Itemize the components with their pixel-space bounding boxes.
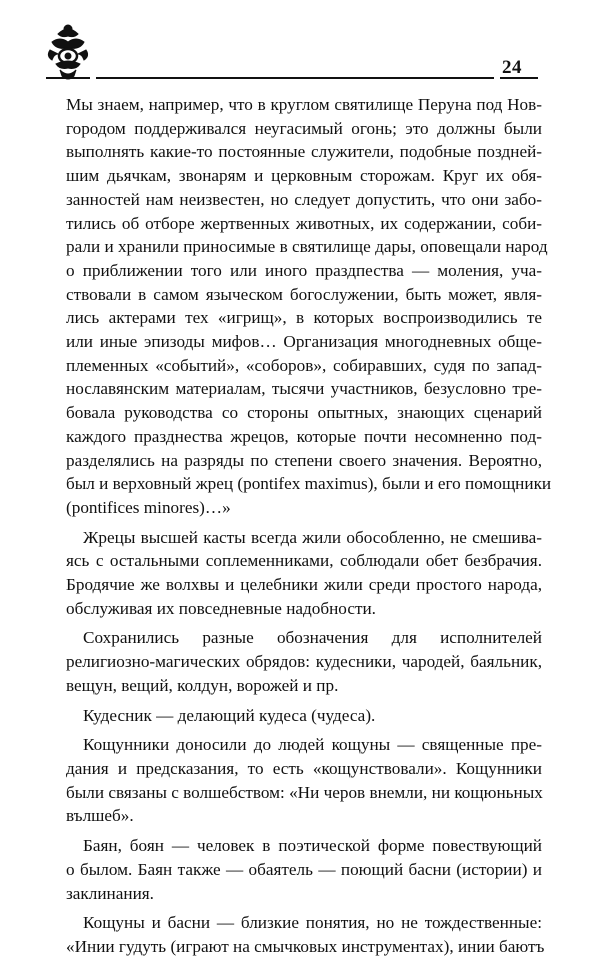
page-number: 24 [502,57,522,78]
text-line: заклинания. [66,883,154,903]
text-line: вещун, вещий, колдун, ворожей и пр. [66,675,339,695]
text-line: Кощунники доносили до людей кощуны — священные пре- [83,735,542,755]
text-line: шим дьячкам, звонарям и церковным сторожам. Круг их обя- [66,166,542,186]
text-line: о приближении того или иного праздпества — моления, уча- [66,260,542,280]
text-line: Жрецы высшей касты всегда жили обособленно, не смешива- [83,527,542,547]
body-text [66,93,552,965]
text-line: Сохранились разные обозначения для исполнителей [83,628,542,648]
text-line: или иные эпизоды мифов… Организация многодневных обще- [66,332,542,352]
text-line: ясь с остальными соплеменниками, соблюдали обет безбрачия. [66,551,542,571]
text-line: выполнять какие-то постоянные служители, подобные поздней- [66,142,542,162]
text-line: рали и хранили приносимые в святилище дары, оповещали народ [66,237,548,257]
text-line: городом поддерживался неугасимый огонь; это должны были [66,118,542,138]
text-line: занностей нам неизвестен, но следует допустить, что они забо- [66,189,542,209]
text-line: Баян, боян — человек в поэтической форме повествующий [83,836,542,856]
text-line: дания и предсказания, то есть «кощунствовали». Кощунники [66,758,542,778]
paragraph [66,526,542,621]
text-line: вълшеб». [66,806,134,826]
paragraph [66,834,542,905]
text-line: бовала руководства со стороны опытных, знающих сценарий [66,403,542,423]
text-line: Мы знаем, например, что в круглом святилище Перуна под Нов- [66,95,542,114]
text-line: (pontifices minores)…» [66,497,231,517]
text-line: разделялись на разряды по степени своего значения. Вероятно, [66,450,542,470]
text-line: были связаны с волшебством: «Ни черов внемли, ни кощюньных [66,782,543,802]
text-line: племенных «событий», «соборов», собиравших, судя по запад- [66,355,542,375]
paragraph [66,704,542,728]
page-number-rule [500,77,538,79]
header-rule [96,77,494,79]
text-line: каждого празднества жрецов, которые почти несомненно под- [66,426,542,446]
text-line: был и верховный жрец (pontifex maximus), были и его помощники [66,474,552,494]
paragraph [66,911,545,958]
text-line: «Инии гудуть (играют на смычковых инструментах), инии баютъ [66,936,545,956]
text-line: Кощуны и басни — близкие понятия, но не тождественные: [83,913,542,933]
text-line: тились об отборе жертвенных животных, их содержании, соби- [66,213,542,233]
text-line: лись актерами тех «игрищ», в которых воспроизводились те [66,308,542,328]
text-line: ствовали в самом языческом богослужении, быть может, явля- [66,284,542,304]
text-line: Кудесник — делающий кудеса (чудеса). [83,705,376,725]
text-line: о былом. Баян также — обаятель — поющий басни (истории) и [66,859,542,879]
ornamental-emblem-icon [44,20,92,82]
text-line: нославянским материалам, тысячи участников, безусловно тре- [66,379,542,399]
text-line: религиозно-магических обрядов: кудесники, чародей, баяльник, [66,652,542,672]
paragraph [66,626,542,697]
text-line: Бродячие же волхвы и целебники жили среди простого народа, [66,575,542,595]
paragraph [66,93,552,520]
paragraph [66,733,542,828]
text-line: обслуживая их повседневные надобности. [66,598,376,618]
